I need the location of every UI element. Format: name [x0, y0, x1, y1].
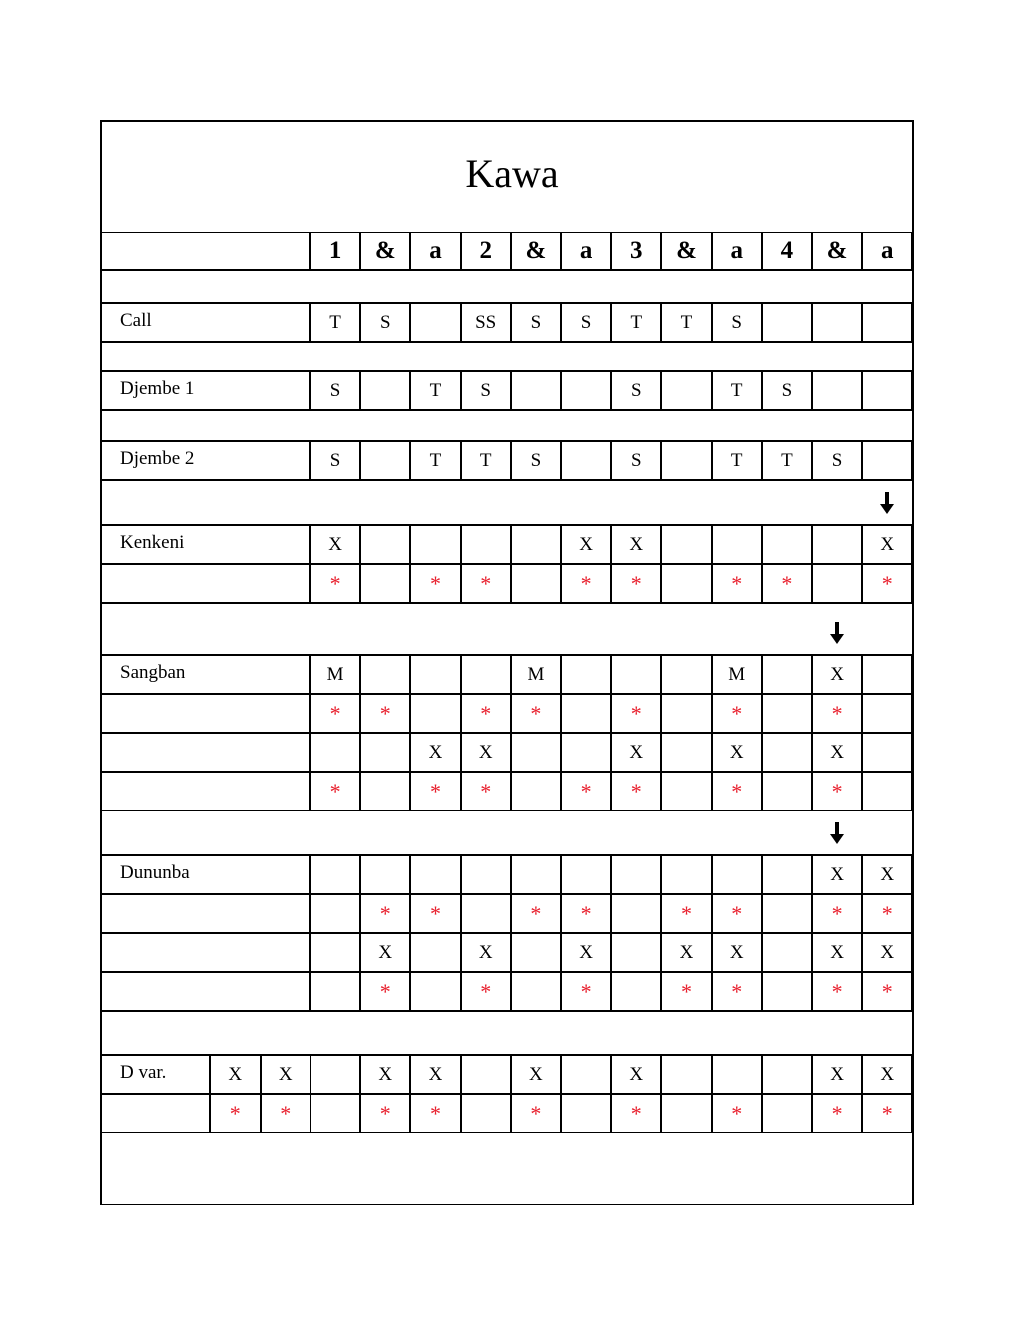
note-cell — [611, 1094, 661, 1133]
row-spacer — [101, 480, 913, 525]
note-cell — [661, 564, 711, 603]
note-cell — [461, 1094, 511, 1133]
note-cell: X — [360, 933, 410, 972]
accent-star: * — [329, 570, 341, 596]
note-cell — [360, 772, 410, 811]
note-cell — [310, 772, 360, 811]
row-spacer — [101, 410, 913, 441]
label-blank — [101, 894, 310, 933]
beat-header: 2 — [461, 232, 511, 270]
pickup-cell — [261, 1094, 312, 1133]
note-cell: X — [712, 933, 762, 972]
note-cell — [812, 1094, 862, 1133]
note-cell — [611, 894, 661, 933]
note-cell — [461, 772, 511, 811]
note-cell — [712, 855, 762, 894]
note-cell — [561, 972, 611, 1011]
note-cell — [511, 972, 561, 1011]
note-cell: X — [461, 933, 511, 972]
accent-star: * — [379, 700, 391, 726]
note-cell — [410, 972, 460, 1011]
accent-star: * — [680, 900, 692, 926]
accent-star: * — [781, 570, 793, 596]
note-cell: M — [511, 655, 561, 694]
note-cell — [511, 371, 561, 410]
note-cell: T — [712, 371, 762, 410]
note-cell — [661, 855, 711, 894]
note-cell: X — [561, 933, 611, 972]
note-cell — [461, 972, 511, 1011]
note-cell — [661, 772, 711, 811]
note-cell — [862, 733, 912, 772]
note-cell: T — [461, 441, 511, 480]
note-cell — [410, 303, 460, 342]
note-cell — [762, 855, 812, 894]
accent-star: * — [831, 900, 843, 926]
note-cell — [762, 694, 812, 733]
note-cell — [310, 855, 360, 894]
note-cell — [862, 655, 912, 694]
note-cell: M — [712, 655, 762, 694]
note-cell — [410, 772, 460, 811]
note-cell: X — [410, 733, 460, 772]
note-cell — [812, 772, 862, 811]
note-cell — [461, 694, 511, 733]
accent-star: * — [731, 570, 743, 596]
row-spacer — [101, 603, 913, 655]
note-cell — [561, 733, 611, 772]
note-cell: S — [812, 441, 862, 480]
note-cell — [310, 933, 360, 972]
note-cell: X — [812, 655, 862, 694]
note-cell — [360, 855, 410, 894]
note-cell — [410, 525, 460, 564]
accent-star: * — [429, 778, 441, 804]
note-cell: X — [862, 933, 912, 972]
note-cell — [661, 733, 711, 772]
note-cell — [511, 894, 561, 933]
label-blank — [101, 972, 310, 1011]
note-cell: X — [611, 733, 661, 772]
note-cell — [712, 564, 762, 603]
note-cell: X — [661, 933, 711, 972]
note-cell: X — [862, 855, 912, 894]
accent-star: * — [530, 1100, 542, 1126]
note-cell — [360, 655, 410, 694]
note-cell — [310, 1055, 360, 1094]
beat-header: 3 — [611, 232, 661, 270]
note-cell: X — [862, 525, 912, 564]
note-cell — [461, 564, 511, 603]
instrument-label: D var. — [101, 1055, 210, 1094]
note-cell — [762, 733, 812, 772]
note-cell — [862, 1094, 912, 1133]
note-cell — [360, 894, 410, 933]
note-cell — [712, 772, 762, 811]
note-cell — [712, 1094, 762, 1133]
accent-star: * — [480, 778, 492, 804]
note-cell — [661, 441, 711, 480]
note-cell — [410, 655, 460, 694]
note-cell — [762, 303, 812, 342]
instrument-label: Call — [101, 303, 310, 342]
note-cell — [611, 694, 661, 733]
note-cell — [310, 694, 360, 733]
note-cell — [360, 371, 410, 410]
note-cell — [410, 564, 460, 603]
note-cell — [661, 972, 711, 1011]
note-cell — [862, 303, 912, 342]
instrument-label: Djembe 2 — [101, 441, 310, 480]
note-cell: T — [661, 303, 711, 342]
note-cell — [762, 1094, 812, 1133]
note-cell — [511, 525, 561, 564]
note-cell: SS — [461, 303, 511, 342]
note-cell — [611, 772, 661, 811]
note-cell: X — [310, 525, 360, 564]
note-cell — [812, 894, 862, 933]
accent-star: * — [831, 700, 843, 726]
accent-star: * — [881, 1100, 893, 1126]
note-cell: S — [511, 303, 561, 342]
beat-header: a — [862, 232, 912, 270]
accent-star: * — [580, 900, 592, 926]
note-cell: X — [561, 525, 611, 564]
accent-star: * — [831, 978, 843, 1004]
accent-star: * — [881, 900, 893, 926]
note-cell: X — [461, 733, 511, 772]
note-cell — [611, 655, 661, 694]
note-cell — [360, 525, 410, 564]
note-cell: X — [712, 733, 762, 772]
note-cell: T — [762, 441, 812, 480]
note-cell: S — [611, 441, 661, 480]
arrow-down-icon — [830, 822, 844, 844]
row-spacer — [101, 1011, 913, 1055]
note-cell: X — [511, 1055, 561, 1094]
note-cell — [812, 972, 862, 1011]
beat-header: & — [511, 232, 561, 270]
note-cell — [661, 894, 711, 933]
note-cell — [812, 525, 862, 564]
note-cell — [812, 371, 862, 410]
note-cell — [561, 441, 611, 480]
accent-star: * — [731, 700, 743, 726]
note-cell: S — [762, 371, 812, 410]
note-cell — [511, 933, 561, 972]
note-cell — [862, 894, 912, 933]
note-cell: S — [360, 303, 410, 342]
row-spacer — [101, 810, 913, 855]
note-cell — [611, 972, 661, 1011]
note-cell — [812, 694, 862, 733]
note-cell — [561, 855, 611, 894]
accent-star: * — [379, 900, 391, 926]
note-cell — [712, 972, 762, 1011]
note-cell — [862, 772, 912, 811]
note-cell — [661, 1094, 711, 1133]
accent-star: * — [831, 778, 843, 804]
note-cell — [511, 694, 561, 733]
pickup-cell: X — [261, 1055, 312, 1094]
note-cell — [511, 772, 561, 811]
note-cell — [661, 1055, 711, 1094]
arrow-down-icon — [880, 492, 894, 514]
note-cell — [561, 1055, 611, 1094]
note-cell — [661, 694, 711, 733]
accent-star: * — [881, 978, 893, 1004]
accent-star: * — [630, 1100, 642, 1126]
note-cell: T — [410, 371, 460, 410]
accent-star: * — [329, 700, 341, 726]
note-cell — [410, 933, 460, 972]
note-cell — [712, 694, 762, 733]
note-cell — [661, 655, 711, 694]
note-cell — [862, 564, 912, 603]
note-cell — [611, 933, 661, 972]
instrument-label: Dununba — [101, 855, 310, 894]
note-cell — [862, 441, 912, 480]
note-cell — [712, 894, 762, 933]
note-cell — [360, 564, 410, 603]
note-cell: T — [712, 441, 762, 480]
accent-star: * — [429, 1100, 441, 1126]
note-cell: T — [410, 441, 460, 480]
beat-header: 4 — [762, 232, 812, 270]
note-cell — [511, 564, 561, 603]
accent-star: * — [580, 778, 592, 804]
note-cell — [812, 564, 862, 603]
accent-star: * — [379, 978, 391, 1004]
note-cell — [461, 855, 511, 894]
note-cell: T — [611, 303, 661, 342]
beat-header: 1 — [310, 232, 360, 270]
accent-star: * — [580, 570, 592, 596]
instrument-label: Sangban — [101, 655, 310, 694]
accent-star: * — [480, 570, 492, 596]
note-cell: S — [511, 441, 561, 480]
note-cell: S — [310, 441, 360, 480]
note-cell: X — [862, 1055, 912, 1094]
note-cell — [360, 972, 410, 1011]
instrument-label: Djembe 1 — [101, 371, 310, 410]
note-cell: X — [360, 1055, 410, 1094]
note-cell: S — [561, 303, 611, 342]
accent-star: * — [731, 900, 743, 926]
note-cell: X — [812, 855, 862, 894]
header-corner — [101, 232, 310, 270]
note-cell — [762, 1055, 812, 1094]
label-blank — [101, 733, 310, 772]
note-cell: M — [310, 655, 360, 694]
note-cell — [410, 855, 460, 894]
note-cell: S — [461, 371, 511, 410]
note-cell — [862, 371, 912, 410]
note-cell: S — [310, 371, 360, 410]
note-cell — [310, 733, 360, 772]
accent-star: * — [280, 1100, 292, 1126]
note-cell — [511, 1094, 561, 1133]
accent-star: * — [379, 1100, 391, 1126]
beat-header: & — [360, 232, 410, 270]
note-cell — [561, 1094, 611, 1133]
accent-star: * — [680, 978, 692, 1004]
note-cell — [561, 564, 611, 603]
note-cell — [561, 772, 611, 811]
accent-star: * — [530, 700, 542, 726]
note-cell — [310, 972, 360, 1011]
note-cell — [360, 1094, 410, 1133]
note-cell — [812, 303, 862, 342]
note-cell — [561, 694, 611, 733]
note-cell — [611, 564, 661, 603]
accent-star: * — [530, 900, 542, 926]
label-blank — [101, 772, 310, 811]
arrow-down-icon — [830, 622, 844, 644]
note-cell — [661, 371, 711, 410]
beat-header: & — [812, 232, 862, 270]
note-cell — [461, 655, 511, 694]
note-cell — [310, 564, 360, 603]
note-cell — [561, 655, 611, 694]
note-cell — [712, 525, 762, 564]
accent-star: * — [580, 978, 592, 1004]
accent-star: * — [480, 700, 492, 726]
note-cell — [310, 894, 360, 933]
accent-star: * — [731, 978, 743, 1004]
label-blank — [101, 564, 310, 603]
note-cell: S — [712, 303, 762, 342]
note-cell — [461, 894, 511, 933]
note-cell: X — [410, 1055, 460, 1094]
beat-header: & — [661, 232, 711, 270]
note-cell — [762, 894, 812, 933]
note-cell: X — [812, 933, 862, 972]
accent-star: * — [630, 700, 642, 726]
note-cell: X — [611, 1055, 661, 1094]
accent-star: * — [881, 570, 893, 596]
accent-star: * — [831, 1100, 843, 1126]
note-cell: X — [812, 1055, 862, 1094]
label-blank — [101, 694, 310, 733]
note-cell — [762, 525, 812, 564]
note-cell — [762, 564, 812, 603]
note-cell — [712, 1055, 762, 1094]
pickup-cell — [210, 1094, 261, 1133]
row-spacer — [101, 1131, 913, 1205]
note-cell: T — [310, 303, 360, 342]
note-cell — [762, 933, 812, 972]
pickup-cell: X — [210, 1055, 261, 1094]
note-cell — [611, 855, 661, 894]
accent-star: * — [480, 978, 492, 1004]
note-cell — [511, 855, 561, 894]
note-cell — [561, 894, 611, 933]
note-cell — [461, 1055, 511, 1094]
beat-header: a — [712, 232, 762, 270]
note-cell — [410, 1094, 460, 1133]
note-cell — [862, 972, 912, 1011]
note-cell: X — [812, 733, 862, 772]
note-cell — [762, 972, 812, 1011]
accent-star: * — [429, 900, 441, 926]
note-cell — [461, 525, 511, 564]
row-spacer — [101, 342, 913, 371]
note-cell: S — [611, 371, 661, 410]
note-cell — [410, 894, 460, 933]
accent-star: * — [731, 778, 743, 804]
accent-star: * — [630, 570, 642, 596]
note-cell — [360, 733, 410, 772]
note-cell — [561, 371, 611, 410]
label-blank — [101, 1094, 210, 1133]
accent-star: * — [630, 778, 642, 804]
note-cell — [511, 733, 561, 772]
note-cell — [360, 694, 410, 733]
note-cell — [661, 525, 711, 564]
row-spacer — [101, 270, 913, 303]
note-cell — [762, 772, 812, 811]
instrument-label: Kenkeni — [101, 525, 310, 564]
note-cell: X — [611, 525, 661, 564]
note-cell — [410, 694, 460, 733]
label-blank — [101, 933, 310, 972]
note-cell — [310, 1094, 360, 1133]
beat-header: a — [410, 232, 460, 270]
accent-star: * — [229, 1100, 241, 1126]
accent-star: * — [429, 570, 441, 596]
beat-header: a — [561, 232, 611, 270]
accent-star: * — [329, 778, 341, 804]
note-cell — [360, 441, 410, 480]
accent-star: * — [731, 1100, 743, 1126]
note-cell — [762, 655, 812, 694]
page-title: Kawa — [465, 151, 559, 196]
note-cell — [862, 694, 912, 733]
